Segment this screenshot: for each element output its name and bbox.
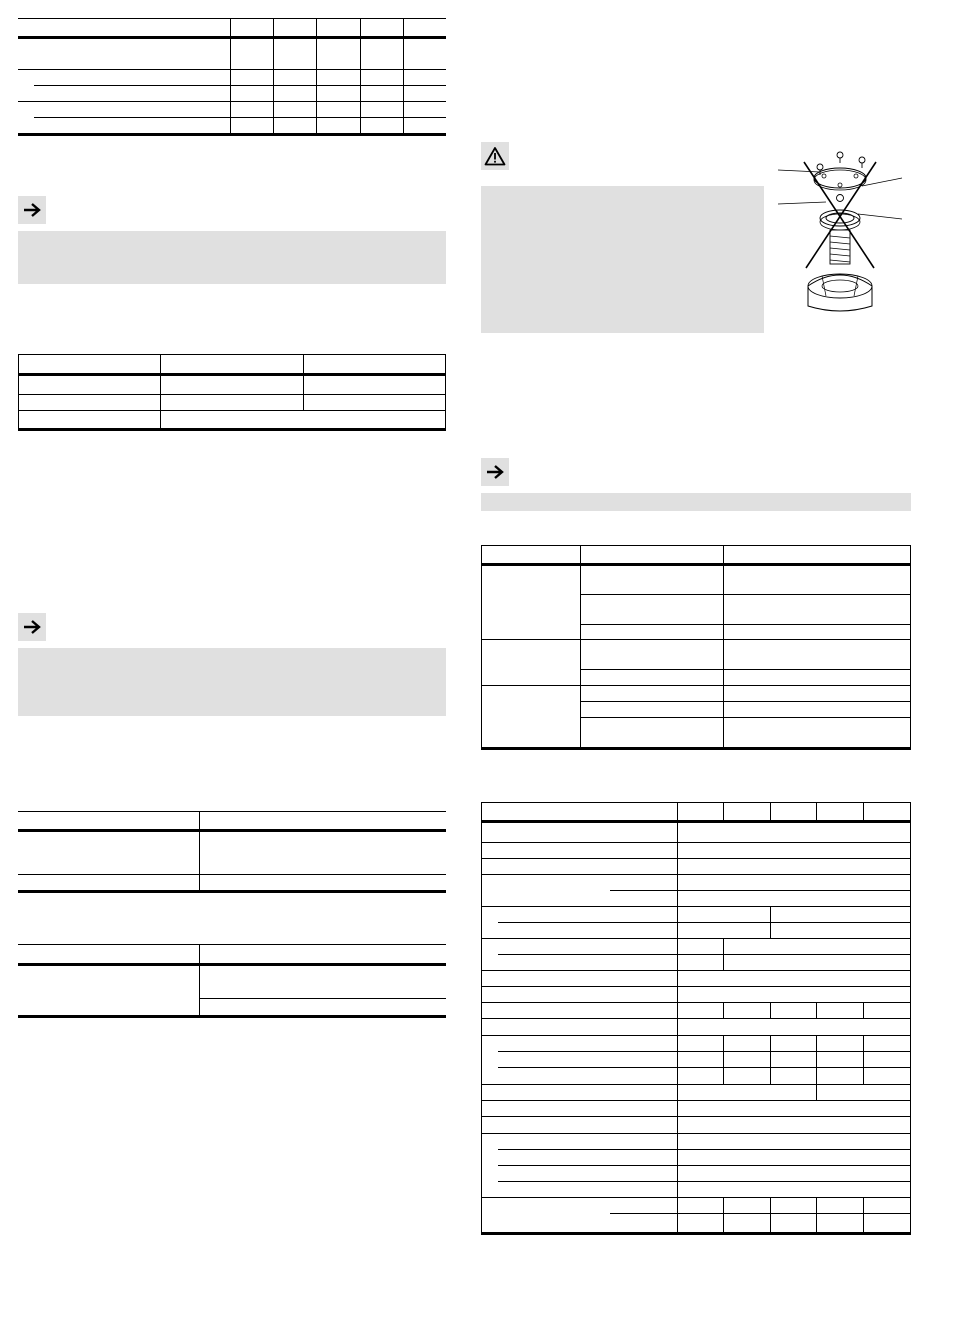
note-1-box <box>18 231 446 284</box>
note-3-box <box>481 493 911 511</box>
mounting-assembly-figure <box>776 146 906 316</box>
arrow-right-icon <box>18 196 46 224</box>
note-2-box <box>18 648 446 716</box>
arrow-right-icon <box>481 458 509 486</box>
arrow-right-icon <box>18 613 46 641</box>
warning-box <box>481 186 764 333</box>
warning-triangle-icon <box>481 142 509 170</box>
